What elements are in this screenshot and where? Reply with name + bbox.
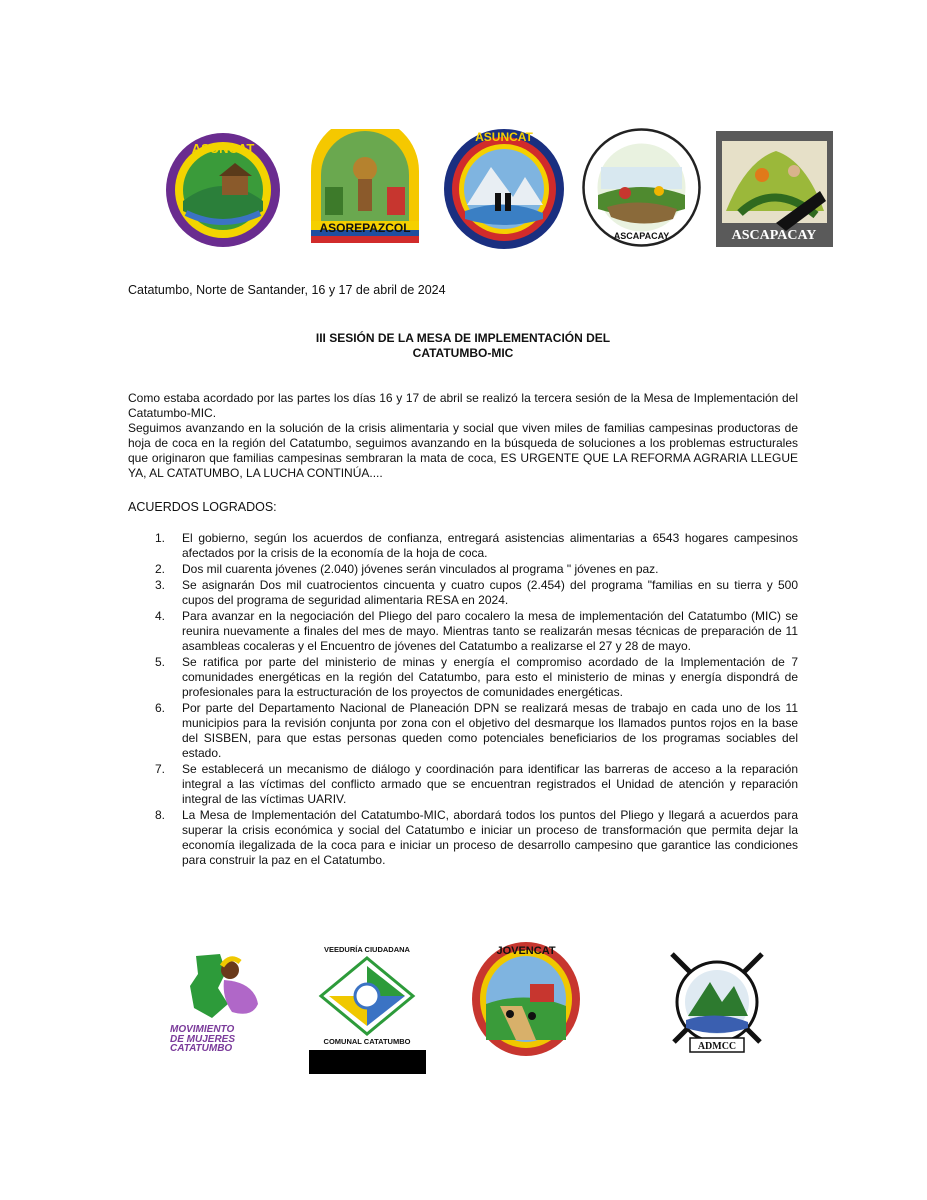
agreement-number: 6. xyxy=(155,701,166,715)
ascapacay-square-logo-text: ASCAPACAY xyxy=(731,228,817,243)
document-title-line-2: CATATUMBO-MIC xyxy=(412,346,514,360)
agreement-number: 2. xyxy=(155,562,166,576)
admcc-logo-text: ADMCC xyxy=(697,1041,737,1052)
asuncat-logo xyxy=(164,131,282,249)
agreement-text: Por parte del Departamento Nacional de Planeación DPN se realizará mesas de trabajo en cada uno de los 11 municipios para la revisión conjunta por zona con el objetivo del desmarque los llamados puntos rojos en la base del SISBEN, para que estas personas queden como potenciales beneficiarios de los programas sociables del estado. xyxy=(182,701,798,760)
movimiento-mujeres-line-1: MOVIMIENTO xyxy=(170,1024,235,1035)
asorepazcol-logo xyxy=(303,129,427,249)
redaction-bar xyxy=(309,1050,426,1074)
asuncat-guardia-logo xyxy=(443,127,565,251)
agreements-heading: ACUERDOS LOGRADOS: xyxy=(128,500,277,514)
movimiento-mujeres-logo xyxy=(166,948,270,1052)
asorepazcol-logo-text: ASOREPAZCOL xyxy=(319,221,411,235)
document-title xyxy=(128,331,798,361)
jovencat-logo xyxy=(470,940,582,1058)
ascapacay-round-logo-text: ASCAPACAY xyxy=(613,231,670,241)
agreement-item xyxy=(128,762,798,807)
agreement-text: La Mesa de Implementación del Catatumbo-MIC, abordará todos los puntos del Pliego y llegará a acuerdos para superar la crisis económica y social del Catatumbo e iniciar un proceso de transformación que permita dejar la economía ilegalizada de la coca para e iniciar un proceso de desarrollo campesino que garantice las condiciones para construir la paz en el Catatumbo. xyxy=(182,808,798,867)
agreements-list xyxy=(128,531,798,869)
agreement-number: 5. xyxy=(155,655,166,669)
jovencat-logo-text: JOVENCAT xyxy=(496,945,556,957)
agreement-item xyxy=(128,531,798,561)
veeduria-bottom-text: COMUNAL CATATUMBO xyxy=(323,1037,411,1046)
asuncat-guardia-logo-text: ASUNCAT xyxy=(475,130,533,144)
ascapacay-round-logo xyxy=(581,127,702,248)
movimiento-mujeres-line-2: DE MUJERES xyxy=(170,1034,236,1045)
intro-paragraph-1: Como estaba acordado por las partes los días 16 y 17 de abril se realizó la tercera sesión de la Mesa de Implementación del Catatumbo-MIC. xyxy=(128,391,798,420)
agreement-number: 3. xyxy=(155,578,166,592)
agreement-text: Para avanzar en la negociación del Pliego del paro cocalero la mesa de implementación del Catatumbo (MIC) se reunira nuevamente a finales del mes de mayo. Mientras tanto se realizarán mesas técnicas de preparación de 11 asambleas cocaleras y el Encuentro de jóvenes del Catatumbo a realizarse el 27 y 28 de mayo. xyxy=(182,609,798,653)
agreement-item xyxy=(128,562,798,577)
agreement-item xyxy=(128,701,798,761)
admcc-logo xyxy=(664,946,770,1056)
agreement-number: 1. xyxy=(155,531,166,545)
agreement-text: Se establecerá un mecanismo de diálogo y coordinación para identificar las barreras de acceso a la reparación integral a las víctimas del conflicto armado que se encuentran registrados el Unidad de atención y reparación integral de las víctimas UARIV. xyxy=(182,762,798,806)
agreement-number: 7. xyxy=(155,762,166,776)
document-date: Catatumbo, Norte de Santander, 16 y 17 de abril de 2024 xyxy=(128,283,446,297)
intro-paragraph-2: Seguimos avanzando en la solución de la crisis alimentaria y social que viven miles de familias campesinas productoras de hoja de coca en la región del Catatumbo, seguimos avanzando en la búsqueda de soluciones a los problemas estructurales que originaron que familias campesinas sembraran la mata de coca, ES URGENTE QUE LA REFORMA AGRARIA LLEGUE YA, AL CATATUMBO, LA LUCHA CONTINÚA.... xyxy=(128,421,798,480)
agreement-text: El gobierno, según los acuerdos de confianza, entregará asistencias alimentarias a 6543 hogares campesinos afectados por la crisis de la economía de la hoja de coca. xyxy=(182,531,798,560)
agreement-item xyxy=(128,609,798,654)
ascapacay-square-logo xyxy=(716,131,833,247)
agreement-item xyxy=(128,578,798,608)
document-title-line-1: III SESIÓN DE LA MESA DE IMPLEMENTACIÓN DEL xyxy=(315,331,611,345)
veeduria-ciudadana-logo xyxy=(309,938,426,1050)
agreement-text: Se ratifica por parte del ministerio de minas y energía el compromiso acordado de la Implementación de 7 comunidades energéticas en la región del Catatumbo, para esto el ministerio de minas y energía dispondrá de profesionales para la estructuración de los proyectos de comunidades energéticas. xyxy=(182,655,798,699)
veeduria-top-text: VEEDURÍA CIUDADANA xyxy=(324,945,410,954)
agreement-text: Se asignarán Dos mil cuatrocientos cincuenta y cuatro cupos (2.454) del programa "familias en su tierra y 500 cupos del programa de seguridad alimentaria RESA en 2024. xyxy=(182,578,798,607)
agreement-number: 8. xyxy=(155,808,166,822)
asuncat-logo-text: ASUNCAT xyxy=(191,141,255,156)
agreement-item xyxy=(128,655,798,700)
intro-section xyxy=(128,391,798,481)
agreement-number: 4. xyxy=(155,609,166,623)
movimiento-mujeres-line-3: CATATUMBO xyxy=(170,1043,233,1052)
agreement-item xyxy=(128,808,798,868)
agreement-text: Dos mil cuarenta jóvenes (2.040) jóvenes serán vinculados al programa " jóvenes en paz. xyxy=(182,562,659,576)
